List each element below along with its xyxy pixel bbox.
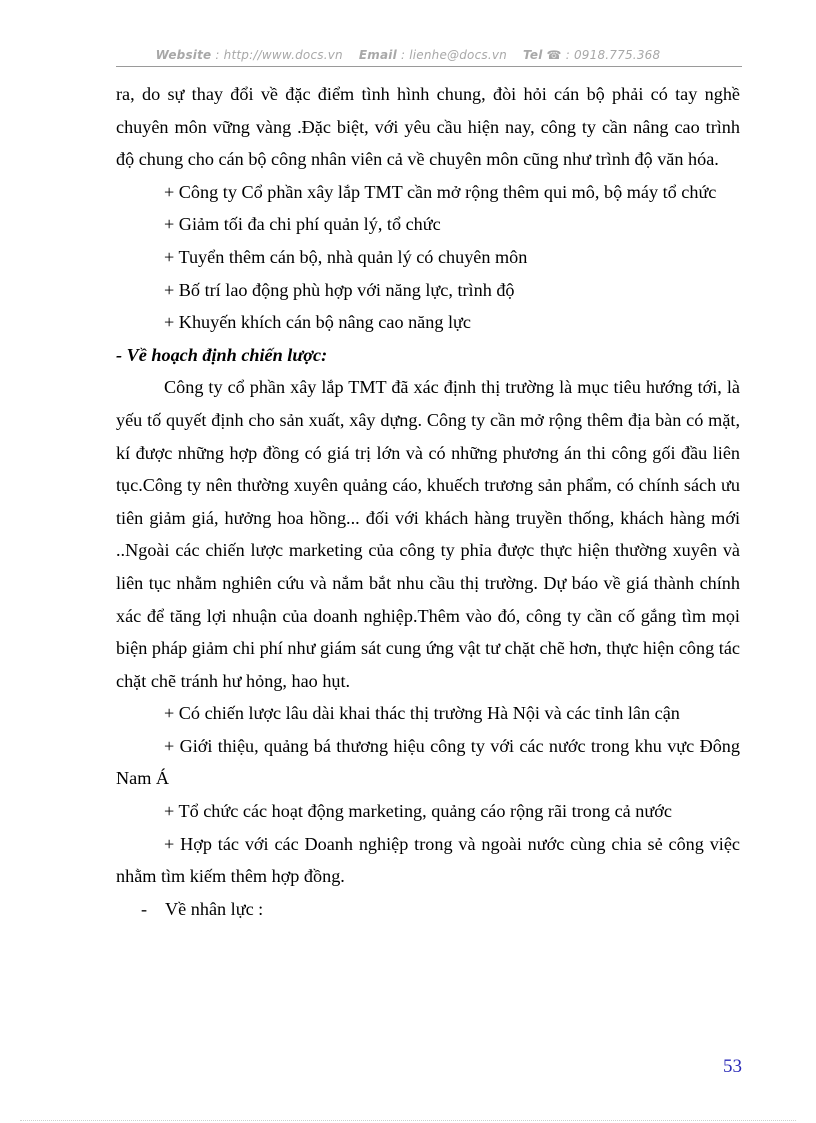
bullet-long-term-market: + Có chiến lược lâu dài khai thác thị trường Hà Nội và các tỉnh lân cận — [164, 703, 680, 724]
tel-value: ☎ : 0918.775.368 — [546, 48, 661, 62]
bullet-marketing: + Tổ chức các hoạt động marketing, quảng cáo rộng rãi trong cả nước — [164, 801, 672, 822]
dash-marker: - — [141, 898, 148, 919]
header-divider — [116, 66, 742, 67]
section-heading-human-resources — [116, 893, 740, 926]
bullet-recruit-staff: + Tuyển thêm cán bộ, nhà quản lý có chuyên môn — [164, 246, 528, 267]
bullet-arrange-labor: + Bố trí lao động phù hợp với năng lực, trình độ — [164, 279, 515, 300]
section-heading-strategy: - Về hoạch định chiến lược: — [116, 344, 328, 365]
bullet-encourage-staff: + Khuyến khích cán bộ nâng cao năng lực — [164, 312, 471, 333]
footer-divider — [20, 1120, 796, 1121]
page-header — [0, 48, 816, 62]
paragraph-continuation: ra, do sự thay đổi về đặc điểm tình hình chung, đòi hỏi cán bộ phải có tay nghề chuyên môn vững vàng .Đặc biệt, với yêu cầu hiện nay, công ty cần nâng cao trình độ chung cho cán bộ công nhân viên cả về chuyên môn cũng như trình độ văn hóa. — [116, 84, 740, 170]
bullet-expand-scale: + Công ty Cổ phần xây lắp TMT cần mở rộng thêm qui mô, bộ máy tổ chức — [164, 181, 717, 202]
bullet-reduce-costs: + Giảm tối đa chi phí quản lý, tổ chức — [164, 214, 441, 235]
website-label: Website — [155, 48, 212, 62]
website-value: : http://www.docs.vn — [215, 48, 343, 62]
bullet-brand-promotion: + Giới thiệu, quảng bá thương hiệu công ty với các nước trong khu vực Đông Nam Á — [116, 735, 740, 789]
tel-label: Tel — [523, 48, 543, 62]
bullet-cooperation: + Hợp tác với các Doanh nghiệp trong và ngoài nước cùng chia sẻ công việc nhằm tìm kiếm thêm hợp đồng. — [116, 833, 740, 887]
section-heading-human-resources-text: Về nhân lực : — [165, 898, 264, 919]
email-value: : lienhe@docs.vn — [400, 48, 507, 62]
document-body — [116, 78, 740, 925]
paragraph-strategy: Công ty cổ phần xây lắp TMT đã xác định thị trường là mục tiêu hướng tới, là yếu tố quyết định cho sản xuất, xây dựng. Công ty cần mở rộng thêm địa bàn có mặt, kí được những hợp đồng có giá trị lớn và có những phương án thi công gối đầu liên tục.Công ty nên thường xuyên quảng cáo, khuếch trương sản phẩm, có chính sách ưu tiên giảm giá, hưởng hoa hồng... đối với khách hàng truyền thống, khách hàng mới ..Ngoài các chiến lược marketing của công ty phỉa được thực hiện thường xuyên và liên tục nhằm nghiên cứu và nắm bắt nhu cầu thị trường. Dự báo về giá thành chính xác để tăng lợi nhuận của doanh nghiệp.Thêm vào đó, công ty cần cố gắng tìm mọi biện pháp giảm chi phí như giám sát cung ứng vật tư chặt chẽ hơn, thực hiện công tác chặt chẽ tránh hư hỏng, hao hụt. — [116, 377, 740, 691]
page-number: 53 — [723, 1056, 742, 1077]
email-label: Email — [358, 48, 397, 62]
